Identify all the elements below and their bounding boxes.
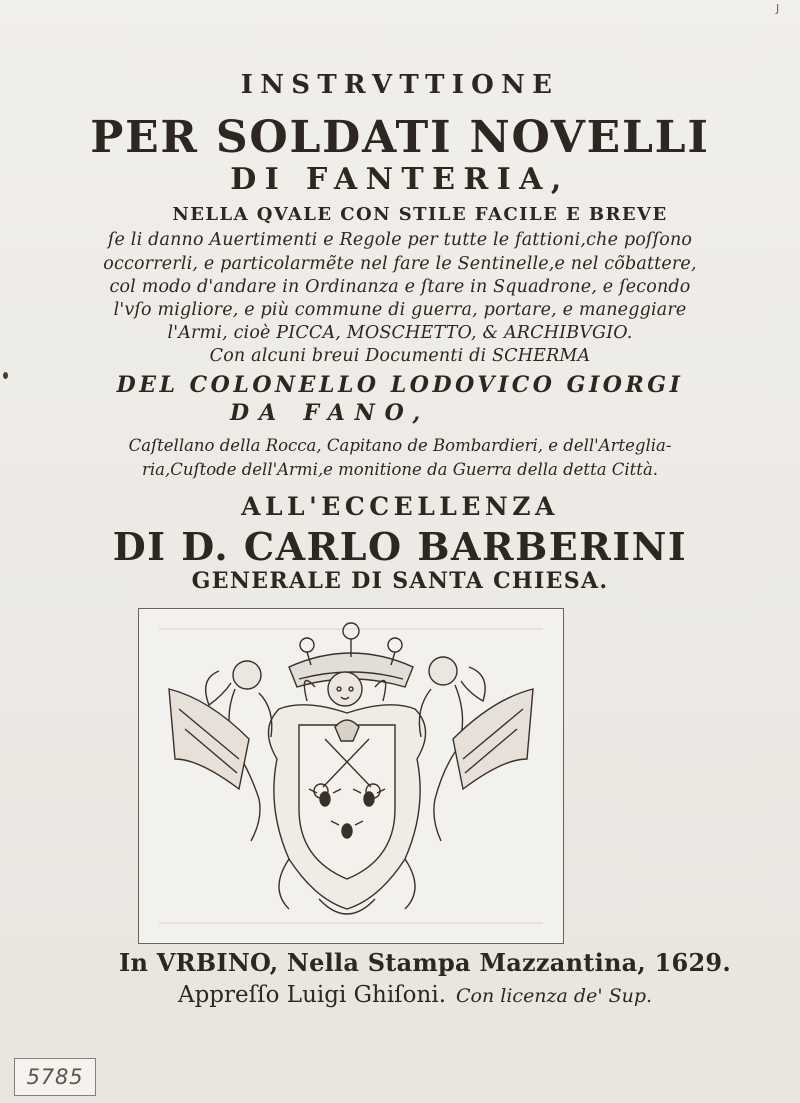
dedication-line-1: ALL'ECCELLENZA <box>241 492 559 521</box>
imprint-line-2 <box>15 982 800 1008</box>
subtitle-line-4: l'vſo migliore, e più commune di guerra, portare, e maneggiare <box>113 300 687 320</box>
imprint-printer: Appreſſo Luigi Ghiſoni. <box>177 982 447 1008</box>
author-line-3: Caſtellano della Rocca, Capitano de Bombardieri, e dell'Arteglia- <box>128 436 672 455</box>
subtitle-line-5: l'Armi, cioè PICCA, MOSCHETTO, & ARCHIBVGIO. <box>167 323 633 343</box>
author-line-1: DEL COLONELLO LODOVICO GIORGI <box>116 372 684 398</box>
subtitle-line-2: occorrerli, e particolarmẽte nel fare le Sentinelle,e nel cõbattere, <box>103 254 697 274</box>
coat-of-arms-icon <box>139 609 563 943</box>
dedication-line-2: DI D. CARLO BARBERINI <box>112 524 688 569</box>
subtitle-line-1: ſe li danno Auertimenti e Regole per tutte le fattioni,che poſſono <box>107 230 693 250</box>
shelfmark-label: 5785 <box>14 1058 96 1096</box>
subtitle-line-6: Con alcuni breui Documenti di SCHERMA <box>209 346 591 366</box>
handwritten-license: Con licenza de' Sup. <box>456 985 653 1007</box>
title-line-2: PER SOLDATI NOVELLI <box>90 112 710 163</box>
author-line-4: ria,Cuſtode dell'Armi,e monitione da Guerra della detta Città. <box>141 460 659 479</box>
imprint-line-1: In VRBINO, Nella Stampa Mazzantina, 1629. <box>119 948 731 977</box>
corner-mark: J <box>776 2 780 15</box>
coat-of-arms-engraving <box>138 608 564 944</box>
dedication-line-3: GENERALE DI SANTA CHIESA. <box>191 568 609 594</box>
subtitle-line-0: NELLA QVALE CON STILE FACILE E BREVE <box>172 204 668 225</box>
subtitle-line-3: col modo d'andare in Ordinanza e ſtare in Squadrone, e ſecondo <box>109 277 691 297</box>
title-line-1: INSTRVTTIONE <box>240 70 560 100</box>
title-line-3: DI FANTERIA, <box>230 162 570 197</box>
author-line-2: DA FANO, <box>229 400 431 426</box>
